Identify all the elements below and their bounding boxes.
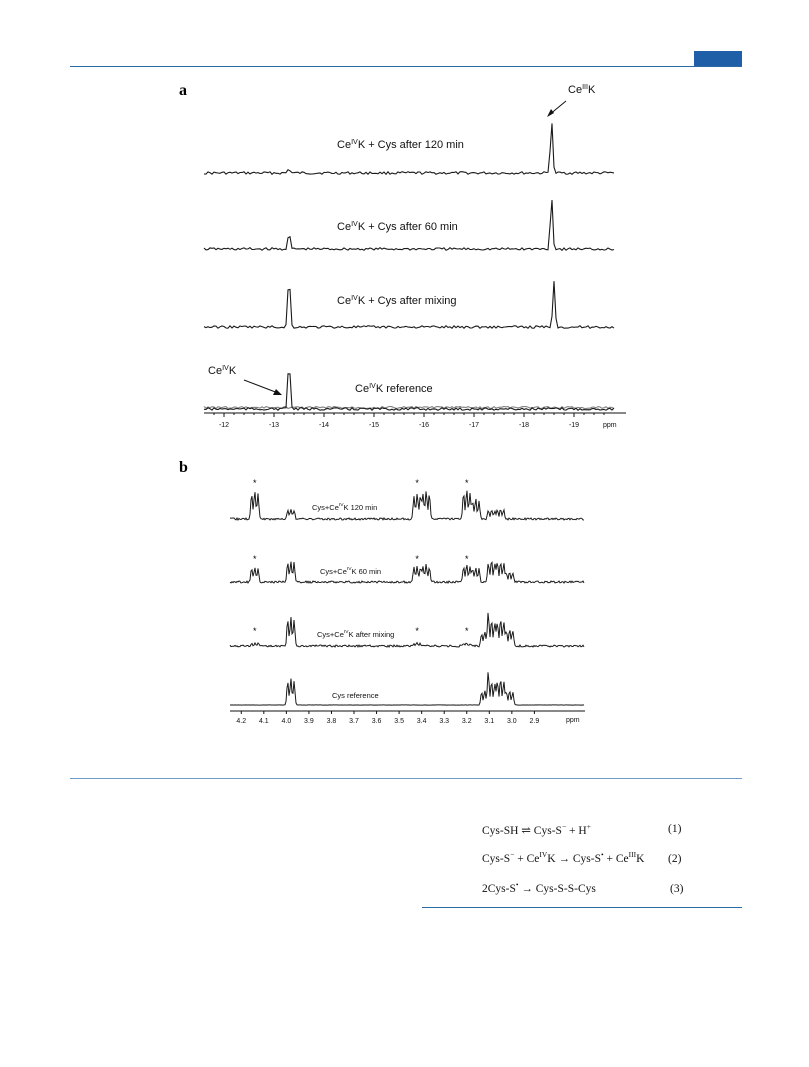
axis-tick-label: -13 bbox=[268, 422, 280, 429]
equation-3: 2Cys-S• → Cys-S-S-Cys bbox=[482, 880, 596, 895]
axis-unit-label: ppm bbox=[566, 717, 580, 724]
panel-a-trace bbox=[204, 281, 614, 328]
trace-label: $Ce^{IV}K$ reference bbox=[355, 382, 433, 395]
axis-tick-label: 4.0 bbox=[281, 718, 292, 725]
axis-tick-label: -18 bbox=[518, 422, 530, 429]
star-marker: * bbox=[415, 478, 419, 488]
trace-label: $Cys+Ce^{IV}K$ after mixing bbox=[317, 630, 395, 639]
star-marker: * bbox=[253, 554, 257, 564]
panel-a-trace bbox=[204, 123, 614, 174]
star-marker: * bbox=[253, 626, 257, 636]
axis-tick-label: 4.2 bbox=[236, 718, 247, 725]
star-marker: * bbox=[415, 626, 419, 636]
star-marker: * bbox=[464, 626, 469, 636]
axis-tick-label: 2.9 bbox=[529, 718, 540, 725]
trace-label: $Cys+Ce^{IV}K$ 60 min bbox=[320, 567, 382, 576]
equations-rule bbox=[422, 907, 742, 908]
trace-label: $Cys+Ce^{IV}K$ 120 min bbox=[312, 503, 378, 512]
axis-tick-label: -19 bbox=[568, 422, 580, 429]
equation-1: Cys-SH ⇌ Cys-S− + H+ bbox=[482, 822, 591, 837]
panel-b-label: b bbox=[179, 459, 188, 476]
axis-tick-label: 3.2 bbox=[461, 718, 472, 725]
panel-a-trace bbox=[204, 374, 614, 411]
axis-tick-label: -16 bbox=[418, 422, 430, 429]
equation-number: (2) bbox=[668, 853, 682, 865]
axis-tick-label: 3.5 bbox=[394, 718, 404, 725]
equation-number: (3) bbox=[670, 883, 684, 895]
axis-tick-label: -15 bbox=[368, 422, 380, 429]
reference-overlay-line bbox=[204, 406, 614, 408]
axis-tick-label: 3.7 bbox=[349, 718, 359, 725]
axis-tick-label: 3.1 bbox=[484, 718, 495, 725]
star-marker: * bbox=[464, 554, 469, 564]
ce4-label: $Ce^{IV}K$ bbox=[208, 364, 237, 377]
star-marker: * bbox=[415, 554, 419, 564]
axis-tick-label: 3.3 bbox=[439, 718, 450, 725]
nmr-spectrum-line bbox=[230, 562, 584, 583]
axis-tick-label: 4.1 bbox=[258, 718, 269, 725]
star-marker: * bbox=[253, 478, 257, 488]
ce4-arrow-annotation bbox=[208, 364, 282, 395]
panel-b-trace bbox=[230, 554, 584, 583]
axis-unit-label: ppm bbox=[603, 422, 617, 429]
axis-tick-label: 3.4 bbox=[416, 718, 427, 725]
panel-b-trace bbox=[230, 613, 584, 647]
nmr-spectrum-line bbox=[230, 613, 584, 647]
trace-label: $Ce^{IV}K$ + Cys after 120 min bbox=[337, 138, 464, 151]
equation-2: $Cys-S^- + Ce^{IV}K \to Cys-S^• + Ce^{III}K$ bbox=[482, 850, 645, 865]
panel-b-axis bbox=[230, 711, 585, 725]
trace-label: $Ce^{IV}K$ + Cys after mixing bbox=[337, 294, 457, 307]
star-marker: * bbox=[464, 478, 469, 488]
axis-tick-label: 3.8 bbox=[326, 718, 337, 725]
panel-a-label: a bbox=[179, 82, 187, 99]
ce3-label: $Ce^{III}K$ bbox=[568, 83, 596, 96]
axis-tick-label: 3.6 bbox=[371, 718, 382, 725]
trace-label: $Ce^{IV}K$ + Cys after 60 min bbox=[337, 220, 458, 233]
axis-tick-label: -12 bbox=[218, 422, 230, 429]
panel-a-trace bbox=[204, 200, 614, 250]
equation-number: (1) bbox=[668, 823, 682, 835]
panel-b-trace bbox=[230, 672, 584, 705]
nmr-spectrum-line bbox=[230, 491, 584, 520]
nmr-spectrum-line bbox=[230, 672, 584, 705]
ce3-arrow-annotation bbox=[547, 83, 596, 117]
axis-tick-label: 3.0 bbox=[506, 718, 517, 725]
axis-tick-label: -17 bbox=[468, 422, 480, 429]
panel-b-trace bbox=[230, 478, 584, 520]
panel-a-axis bbox=[204, 413, 626, 429]
section-divider bbox=[70, 778, 742, 779]
axis-tick-label: 3.9 bbox=[304, 718, 314, 725]
trace-label: Cys reference bbox=[332, 691, 379, 700]
axis-tick-label: -14 bbox=[318, 422, 330, 429]
